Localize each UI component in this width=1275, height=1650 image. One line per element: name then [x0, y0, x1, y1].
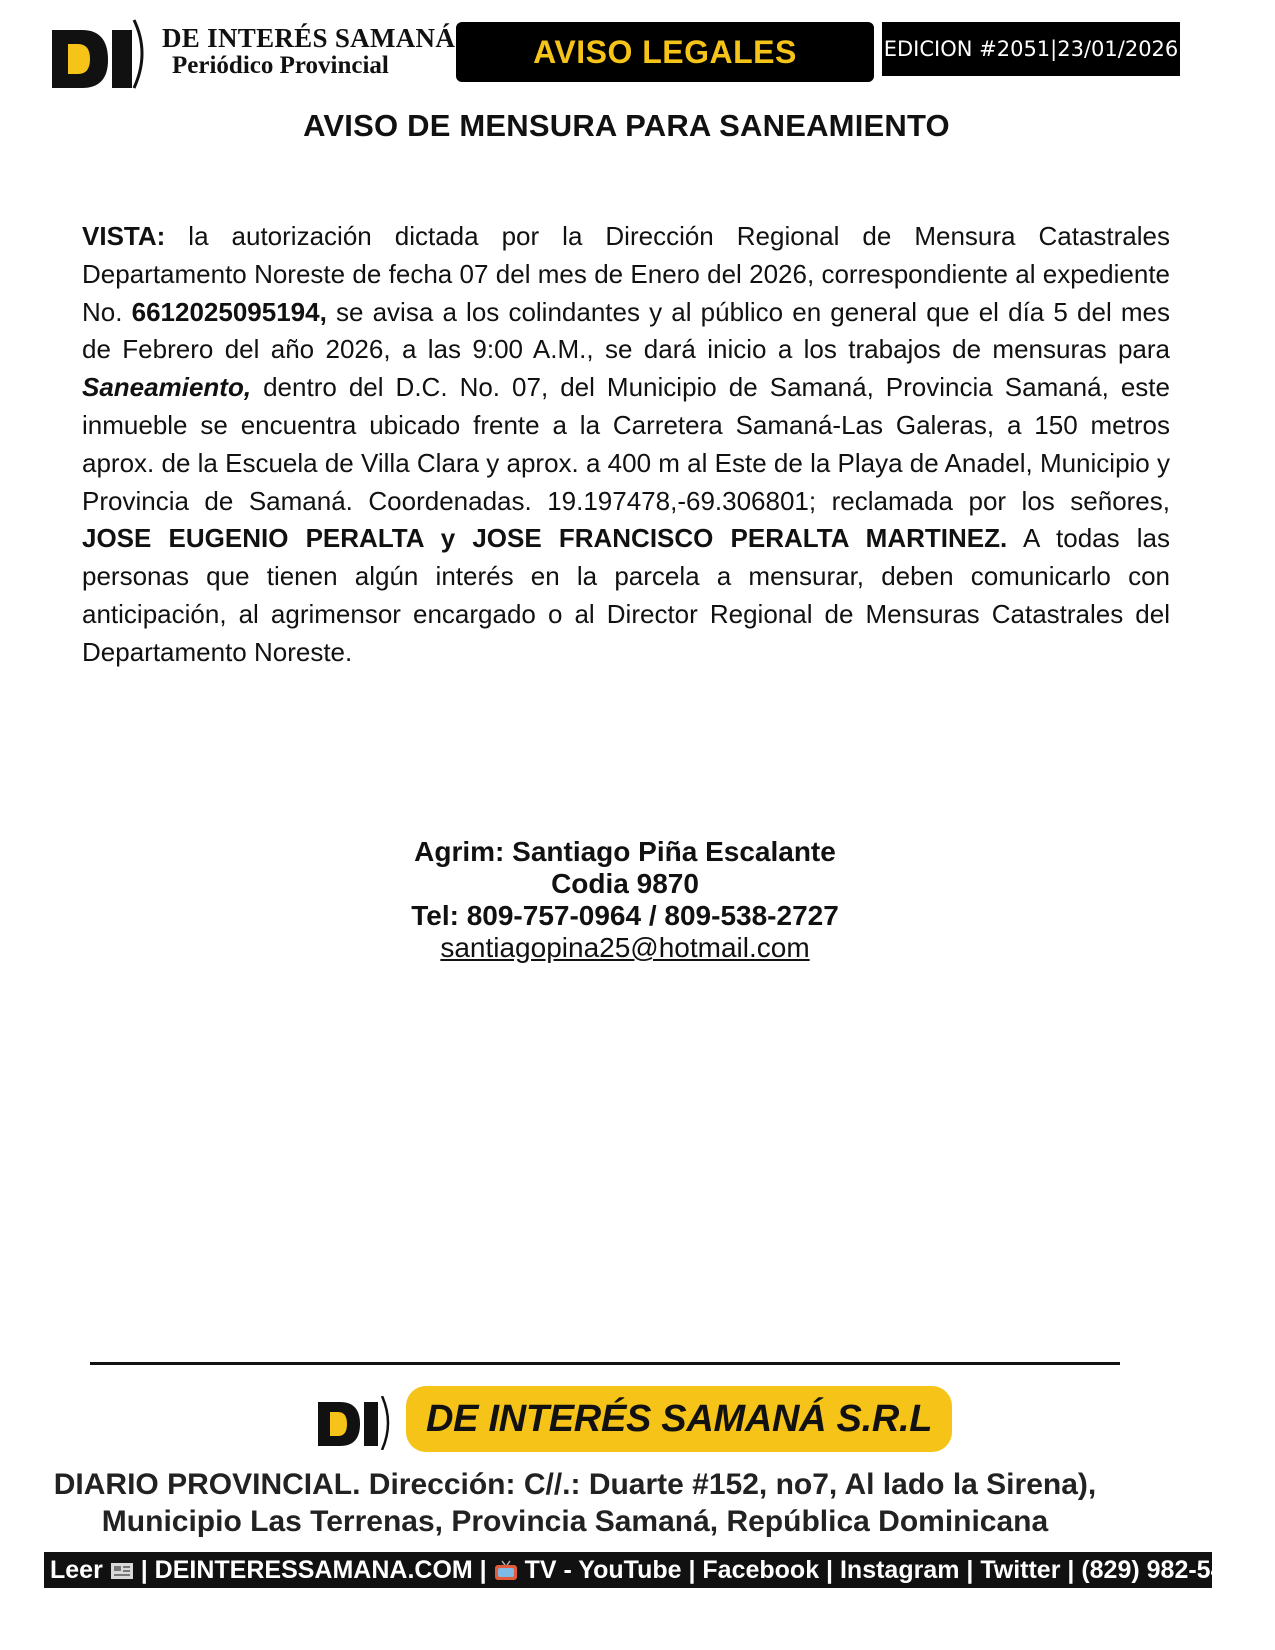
- newspaper-icon: [110, 1561, 134, 1581]
- edition-box: [882, 22, 1180, 76]
- website-link[interactable]: | DEINTERESSAMANA.COM |: [140, 1555, 494, 1584]
- read-label: Leer: [50, 1555, 103, 1584]
- notice-text-4: A todas las personas que tienen algún interés en la parcela a mensurar, deben comunicarlo con anticipación, al agrimensor encargado o al Director Regional de Mensuras Catastrales del Departamento Noreste.: [82, 523, 1171, 667]
- contact-bar: [44, 1552, 1253, 1588]
- masthead: [162, 24, 455, 80]
- social-links[interactable]: TV - YouTube | Facebook | Instagram | Twitter | (829) 982-5454: [524, 1555, 1253, 1584]
- address-block: [0, 1466, 1150, 1540]
- phone-numbers: Tel: 809-757-0964 / 809-538-2727: [411, 900, 839, 931]
- footer-logo-mark: [316, 1396, 396, 1450]
- company-name: DE INTERÉS SAMANÁ S.R.L: [426, 1397, 933, 1440]
- notice-body: [82, 218, 1170, 672]
- masthead-subtitle: Periódico Provincial: [172, 52, 389, 79]
- survey-purpose: Saneamiento,: [82, 372, 252, 403]
- footer-logo: [316, 1396, 396, 1450]
- publication-logo-mark: [48, 16, 150, 90]
- surveyor-name: Agrim: Santiago Piña Escalante: [414, 836, 836, 867]
- edition-label: EDICION #2051|23/01/2026: [883, 37, 1179, 61]
- contact-bar-text: [50, 1556, 1252, 1585]
- notice-text-1: la autorización dictada por la Dirección Regional de Mensura Catastrales Departamento Noreste de fecha 07 del mes de Enero del 2026, correspondiente al expediente No.: [82, 221, 1170, 327]
- address-line-2: Municipio Las Terrenas, Provincia Samaná, República Dominicana: [101, 1505, 1049, 1538]
- publication-logo: [48, 16, 150, 90]
- file-number: 6612025095194,: [131, 296, 327, 327]
- claimants: JOSE EUGENIO PERALTA y JOSE FRANCISCO PERALTA MARTINEZ.: [82, 523, 1008, 554]
- notice-text-3: dentro del D.C. No. 07, del Municipio de Samaná, Provincia Samaná, este inmueble se encuentra ubicado frente a la Carretera Samaná-Las Galeras, a 150 metros aprox. de la Escuela de Villa Clara y aprox. a 400 m al Este de la Playa de Anadel, Municipio y Provincia de Samaná. Coordenadas. 19.197478,-69.306801; reclamada por los señores,: [82, 372, 1170, 516]
- company-banner: [406, 1386, 952, 1452]
- email-link[interactable]: santiagopina25@hotmail.com: [440, 932, 810, 963]
- masthead-name: DE INTERÉS SAMANÁ: [162, 23, 456, 53]
- section-label-box: [456, 22, 874, 82]
- notice-text-2: se avisa a los colindantes y al público en general que el día 5 del mes de Febrero del año 2026, a las 9:00 A.M., se dará inicio a los trabajos de mensuras para: [82, 296, 1170, 365]
- notice-title: AVISO DE MENSURA PARA SANEAMIENTO: [303, 108, 950, 143]
- notice-lead: VISTA:: [82, 221, 166, 251]
- tv-icon: [494, 1560, 518, 1582]
- codia-number: Codia 9870: [551, 868, 699, 899]
- signature-block: [290, 836, 960, 964]
- footer-divider: [90, 1362, 1120, 1365]
- address-line-1: DIARIO PROVINCIAL. Dirección: C//.: Duarte #152, no7, Al lado la Sirena),: [53, 1468, 1097, 1501]
- section-label: AVISO LEGALES: [533, 33, 797, 70]
